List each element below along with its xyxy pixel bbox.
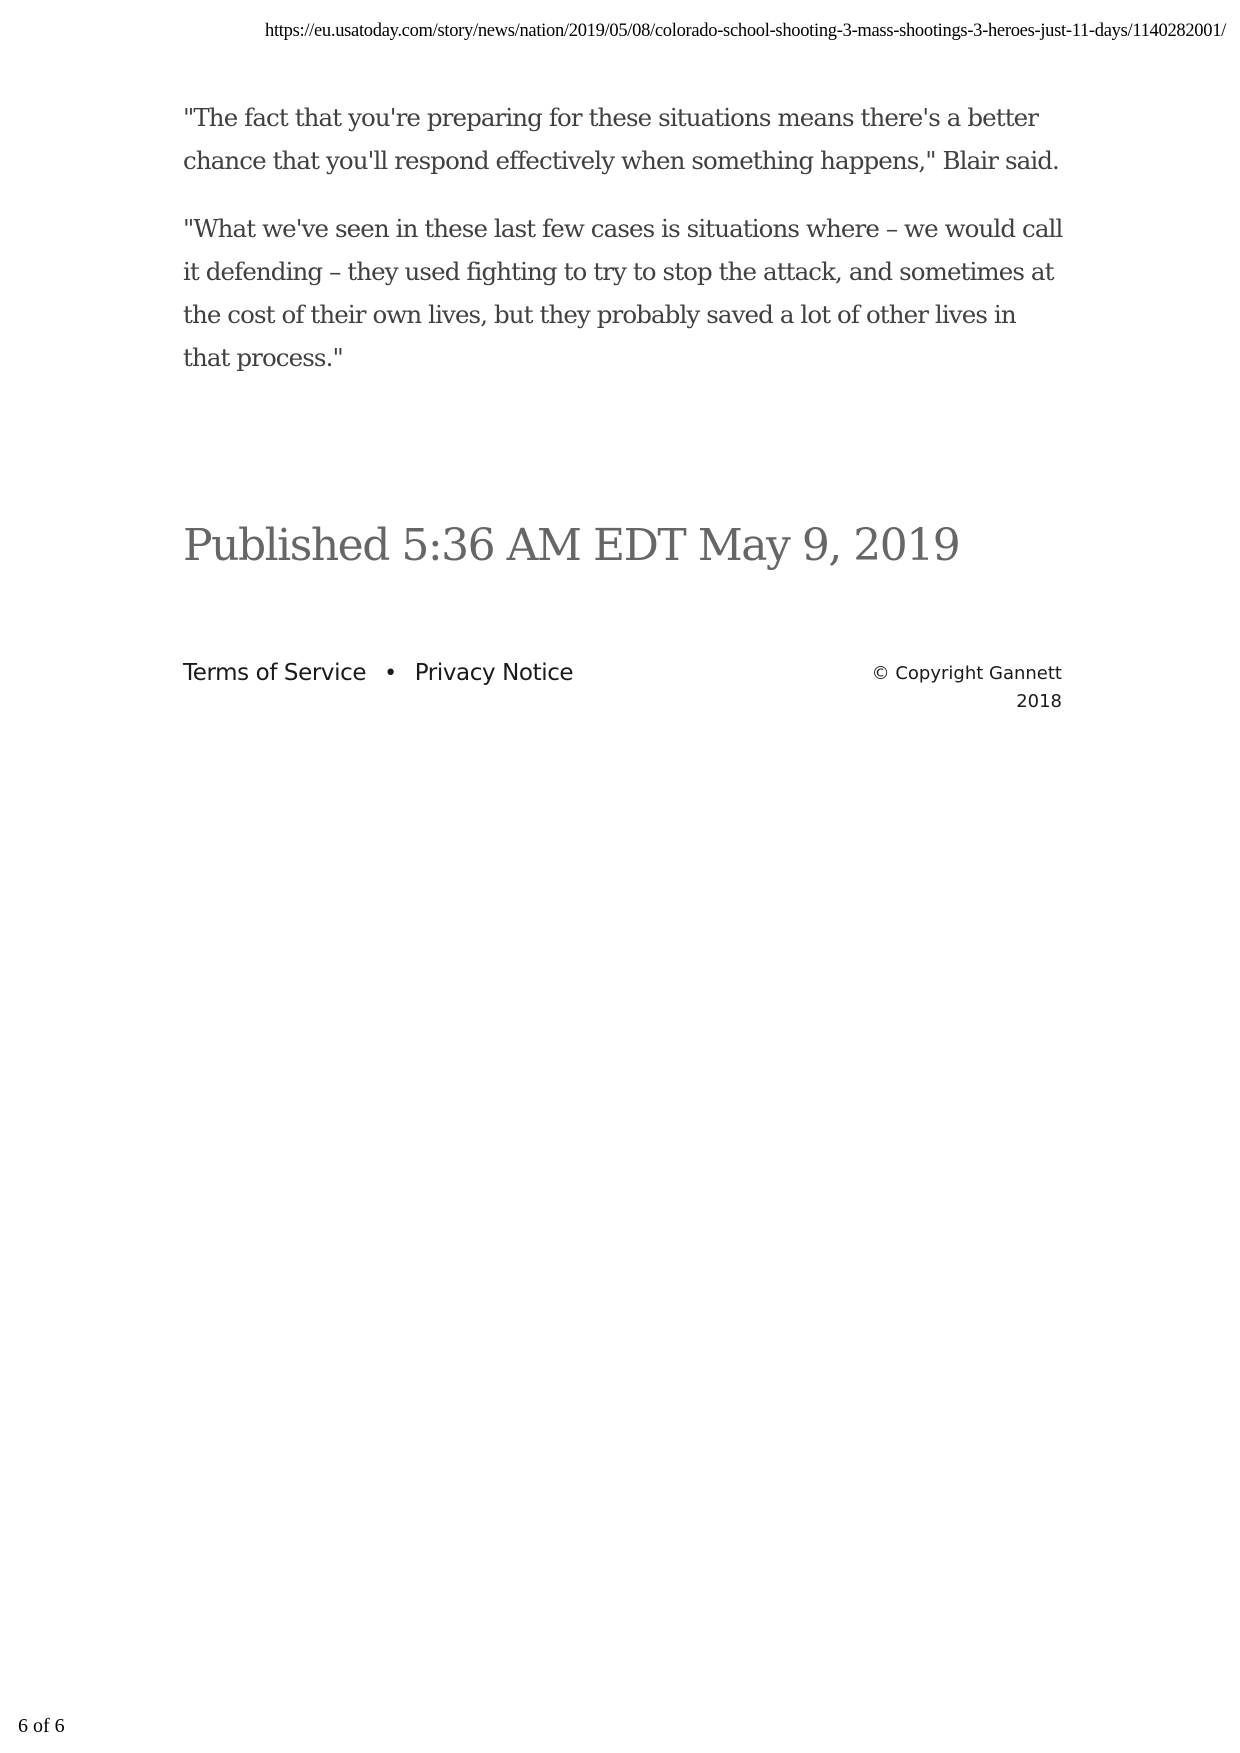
footer-links [183, 660, 573, 686]
page-number: 6 of 6 [18, 1715, 65, 1737]
copyright-line: © Copyright Gannett [871, 663, 1062, 684]
article-paragraph: "What we've seen in these last few cases is situations where – we would call it defending – they used fighting to try to stop the attack, and sometimes at the cost of their own lives, but they probably saved a lot of other lives in that process." [183, 214, 1063, 372]
article-paragraph: "The fact that you're preparing for these situations means there's a better chance that you'll respond effectively when something happens," Blair said. [183, 103, 1059, 175]
article-body [183, 96, 1063, 404]
footer-separator: • [384, 661, 397, 686]
terms-of-service-link[interactable]: Terms of Service [183, 660, 367, 686]
copyright-year: 2018 [1016, 691, 1062, 712]
privacy-notice-link[interactable]: Privacy Notice [414, 660, 574, 686]
print-header-url: https://eu.usatoday.com/story/news/nation/2019/05/08/colorado-school-shooting-3-mass-shootings-3-heroes-just-11-days/1140282001/ [265, 21, 1226, 41]
published-timestamp: Published 5:36 AM EDT May 9, 2019 [183, 520, 960, 571]
copyright-notice [840, 660, 1062, 716]
